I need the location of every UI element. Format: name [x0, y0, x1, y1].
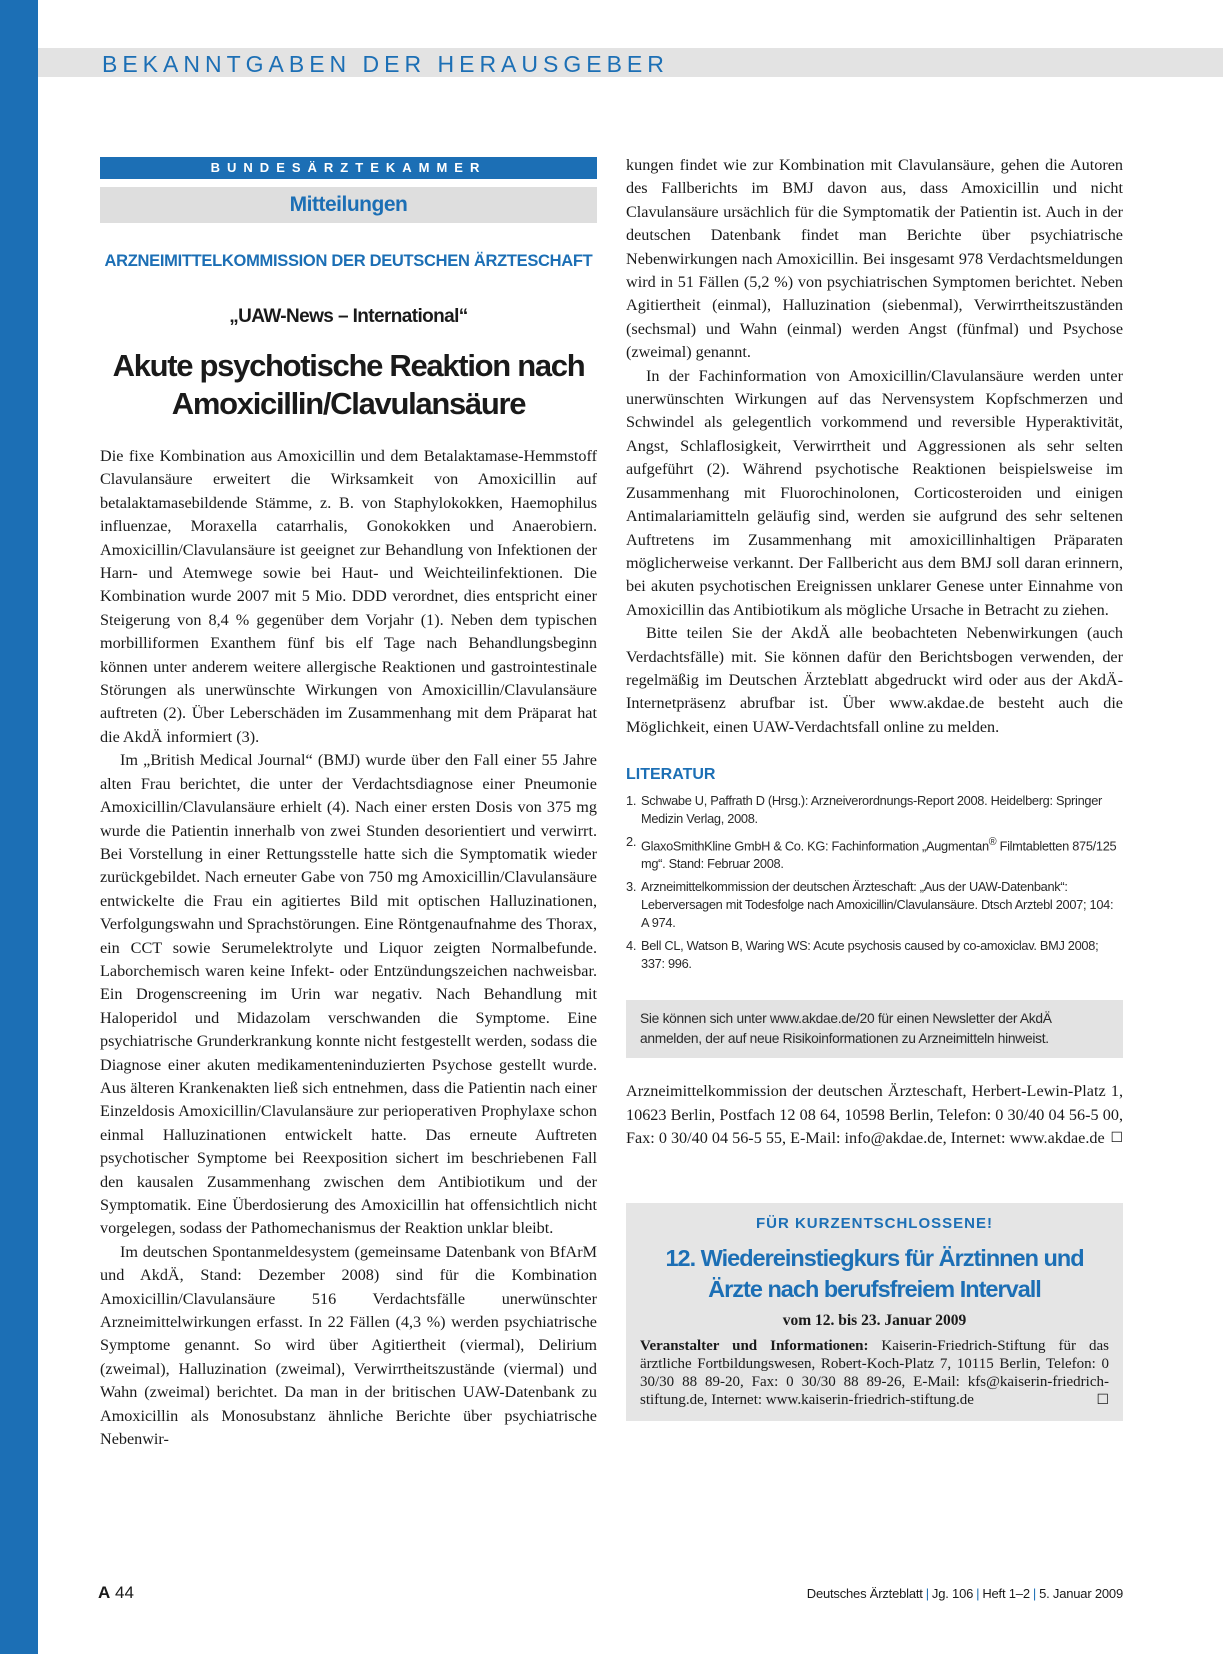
newsletter-note: Sie können sich unter www.akdae.de/20 für einen Newsletter der AkdÄ anmelden, der auf neue Risikoinformationen zu Arzneimitteln hinweist. — [626, 1000, 1123, 1058]
end-of-announcement-icon: ☐ — [1096, 1391, 1109, 1408]
left-column — [100, 157, 597, 1451]
literature-number: 1. — [626, 793, 637, 809]
footer-separator: | — [976, 1586, 980, 1601]
left-color-bar — [0, 0, 38, 1654]
end-of-article-icon: ☐ — [1110, 1130, 1123, 1147]
body-paragraph: Im „British Medical Journal“ (BMJ) wurde über den Fall einer 55 Jahre alten Frau berichtet, die unter der Verdachtsdiagnose einer Pneumonie Amoxicillin/Clavulansäure erhielt (4). Nach einer ersten Dosis von 375 mg wurde die Patientin innerhalb von zwei Stunden desorientiert und verwirrt. Bei Vorstellung in einer Rettungsstelle hatte sich die Symptomatik wieder zurückgebildet. Nach erneuter Gabe von 750 mg Amoxicillin/Clavulansäure entwickelte die Frau ein agitiertes Bild mit optischen Halluzinationen, Verfolgungswahn und Sprachstörungen. Eine Röntgenaufnahme des Thorax, ein CCT sowie Serumelektrolyte und Liquor zeigten Normalbefunde. Laborchemisch waren keine Infekt- oder Entzündungszeichen nachweisbar. Ein Drogenscreening im Urin war negativ. Nach Behandlung mit Haloperidol und Midazolam verschwanden die Symptome. Eine psychiatrische Grunderkrankung konnte nicht festgestellt werden, sodass die Diagnose einer akuten medikamenteninduzierten Psychose gestellt wurde. Aus älteren Krankenakten ließ sich entnehmen, dass die Patientin nach einer Einzeldosis Amoxicillin/Clavulansäure zur perioperativen Prophylaxe schon einmal Halluzinationen entwickelt hatte. Das erneute Auftreten psychotischer Symptome bei Reexposition sichert im beschriebenen Fall den kausalen Zusammenhang zwischen dem Antibiotikum und der Symptomatik. Eine Überdosierung des Amoxicillin hat offensichtlich nicht vorgelegen, sodass der Pathomechanismus der Reaktion unklar bleibt. — [100, 751, 597, 1238]
registered-mark: ® — [988, 836, 997, 849]
journal-footer — [807, 1585, 1123, 1603]
body-paragraph: kungen findet wie zur Kombination mit Clavulansäure, gehen die Autoren des Fallberichts im BMJ davon aus, dass Amoxicillin und nicht Clavulansäure ursächlich für die Symptomatik der Patientin ist. Auch in der deutschen Datenbank findet man Berichte über psychiatrische Nebenwirkungen nach Amoxicillin. Bei insgesamt 978 Verdachtsmeldungen wird in 51 Fällen (5,2 %) von psychiatrischen Symptomen berichtet. Neben Agitiertheit (einmal), Halluzination (siebenmal), Verwirrtheitszuständen (sechsmal) und Wahn (einmal) werden Angst (fünfmal) und Psychose (zweimal) genannt. — [626, 156, 1123, 362]
announcement-title — [640, 1243, 1109, 1305]
page-number-value: 44 — [115, 1583, 134, 1602]
body-paragraph: Die fixe Kombination aus Amoxicillin und dem Betalaktamase-Hemmstoff Clavulansäure erweitert die Wirksamkeit von Amoxicillin auf betalaktamasebildende Stämme, z. B. von Staphylokokken, Haemophilus influenzae, Moraxella catarrhalis, Gonokokken und Anaerobiern. Amoxicillin/Clavulansäure ist geeignet zur Behandlung von Infektionen der Harn- und Atemwege sowie bei Haut- und Weichteilinfektionen. Die Kombination wurde 2007 mit 5 Mio. DDD verordnet, dies entspricht einer Steigerung von 8,4 % gegenüber dem Vorjahr (1). Neben dem typischen morbilliformen Exanthem fünf bis elf Tage nach Behandlungsbeginn können unter anderem weitere allergische Reaktionen und gastrointestinale Störungen als unerwünschte Wirkungen von Amoxicillin/Clavulansäure auftreten (2). Über Leberschäden im Zusammenhang mit dem Präparat hat die AkdÄ informiert (3). — [100, 447, 597, 746]
journal-volume: Jg. 106 — [931, 1586, 974, 1601]
literature-text: Filmtabletten 875/125 mg“. Stand: Februar 2008. — [641, 838, 1117, 872]
literature-number: 2. — [626, 834, 637, 850]
announcement-info-text: Kaiserin-Friedrich-Stiftung für das ärztliche Fortbildungswesen, Robert-Koch-Platz 7, 10115 Berlin, Telefon: 0 30/30 88 89-20, Fax: 0 30/30 88 89-26, E-Mail: kfs@kaiserin-friedrich-stiftung.de, Internet: www.kaiserin-friedrich-stiftung.de — [640, 1337, 1109, 1408]
headline-line: Amoxicillin/Clavulansäure — [171, 386, 526, 421]
announcement-title-line: Ärzte nach berufsfreiem Intervall — [708, 1275, 1041, 1302]
section-title: BEKANNTGABEN DER HERAUSGEBER — [102, 51, 669, 77]
page-prefix: A — [98, 1583, 111, 1602]
article-body-right — [626, 154, 1123, 739]
body-paragraph: Bitte teilen Sie der AkdÄ alle beobachteten Nebenwirkungen (auch Verdachtsfälle) mit. Sie können dafür den Berichtsbogen verwenden, der regelmäßig im Deutschen Ärzteblatt abgedruckt wird oder aus der AkdÄ-Internetpräsenz abrufbar ist. Über www.akdae.de besteht auch die Möglichkeit, einen UAW-Verdachtsfall online zu melden. — [626, 624, 1123, 736]
literature-text: Arzneimittelkommission der deutschen Ärzteschaft: „Aus der UAW-Datenbank“: Leberversagen mit Todesfolge nach Amoxicillin/Clavulansäure. Dtsch Arztebl 2007; 104: A 974. — [641, 879, 1114, 931]
article-kicker: „UAW-News – International“ — [229, 306, 468, 327]
contact-text: Arzneimittelkommission der deutschen Ärzteschaft, Herbert-Lewin-Platz 1, 10623 Berlin, Postfach 12 08 64, 10598 Berlin, Telefon: 0 30/40 04 56-5 00, Fax: 0 30/40 04 56-5 55, E-Mail: info@akdae.de, Internet: www.akdae.de — [626, 1082, 1123, 1148]
literature-text: Bell CL, Watson B, Waring WS: Acute psychosis caused by co-amoxiclav. BMJ 2008; 337: 996. — [641, 938, 1099, 972]
article-headline — [100, 347, 597, 423]
body-paragraph: Im deutschen Spontanmeldesystem (gemeinsame Datenbank von BfArM und AkdÄ, Stand: Dezember 2008) sind für die Kombination Amoxicillin/Clavulansäure 516 Verdachtsfälle unerwünschter Arzneimittelwirkungen erfasst. In 22 Fällen (4,3 %) werden psychiatrische Symptome genannt. So wird über Agitiertheit (viermal), Delirium (zweimal), Halluzination (zweimal), Verwirrtheitszustände (viermal) und Wahn (zweimal) berichtet. Da man in der britischen UAW-Datenbank zu Amoxicillin als Monosubstanz ähnliche Berichte über psychiatrische Nebenwir- — [100, 1242, 597, 1449]
category-banner: Mitteilungen — [100, 187, 597, 223]
literature-text: GlaxoSmithKline GmbH & Co. KG: Fachinformation „Augmentan — [641, 838, 989, 854]
article-body-left — [100, 445, 597, 1451]
literature-number: 3. — [626, 879, 637, 895]
journal-name: Deutsches Ärzteblatt — [806, 1586, 923, 1601]
footer-separator: | — [1032, 1586, 1037, 1601]
footer-separator: | — [925, 1586, 929, 1601]
course-announcement — [626, 1203, 1123, 1421]
right-column — [626, 154, 1123, 1421]
announcement-title-line: 12. Wiedereinstiegkurs für Ärztinnen und — [665, 1244, 1084, 1271]
literature-text: Schwabe U, Paffrath D (Hrsg.): Arzneiverordnungs-Report 2008. Heidelberg: Springer Medizin Verlag, 2008. — [641, 793, 1102, 827]
organization-heading: ARZNEIMITTELKOMMISSION DER DEUTSCHEN ÄRZTESCHAFT — [104, 252, 593, 270]
contact-block — [626, 1080, 1123, 1150]
announcement-info-label: Veranstalter und Informationen: — [640, 1337, 869, 1354]
announcement-kicker: FÜR KURZENTSCHLOSSENE! — [755, 1214, 993, 1232]
announcement-info — [640, 1337, 1109, 1409]
literature-item — [626, 833, 1123, 873]
literature-item — [626, 878, 1123, 932]
literature-list — [626, 792, 1123, 973]
journal-date: 5. Januar 2009 — [1039, 1586, 1123, 1601]
literature-item — [626, 937, 1123, 973]
announcement-date: vom 12. bis 23. Januar 2009 — [782, 1311, 967, 1329]
literature-item — [626, 792, 1123, 828]
publisher-banner: BUNDESÄRZTEKAMMER — [100, 157, 597, 179]
journal-issue: Heft 1–2 — [982, 1586, 1030, 1601]
body-paragraph: In der Fachinformation von Amoxicillin/Clavulansäure werden unter unerwünschten Wirkungen auf das Nervensystem Kopfschmerzen und Schwindel als gelegentlich vorkommend und reversible Hyperaktivität, Angst, Schlaflosigkeit, Verwirrtheit und Aggressionen als sehr selten aufgeführt (2). Während psychotische Reaktionen beispielsweise im Zusammenhang mit Fluorochinolonen, Corticosteroiden und einigen Antimalariamitteln geläufig sind, werden sie aufgrund des sehr seltenen Auftretens im Zusammenhang mit amoxicillinhaltigen Präparaten möglicherweise verkannt. Der Fallbericht aus dem BMJ soll daran erinnern, bei akuten psychotischen Ereignissen unklarer Genese unter Einnahme von Amoxicillin das Antibiotikum als mögliche Ursache in Betracht zu ziehen. — [626, 366, 1123, 619]
literature-heading: LITERATUR — [626, 766, 716, 784]
headline-line: Akute psychotische Reaktion nach — [112, 348, 585, 383]
literature-number: 4. — [626, 938, 637, 954]
page-number — [98, 1583, 134, 1603]
